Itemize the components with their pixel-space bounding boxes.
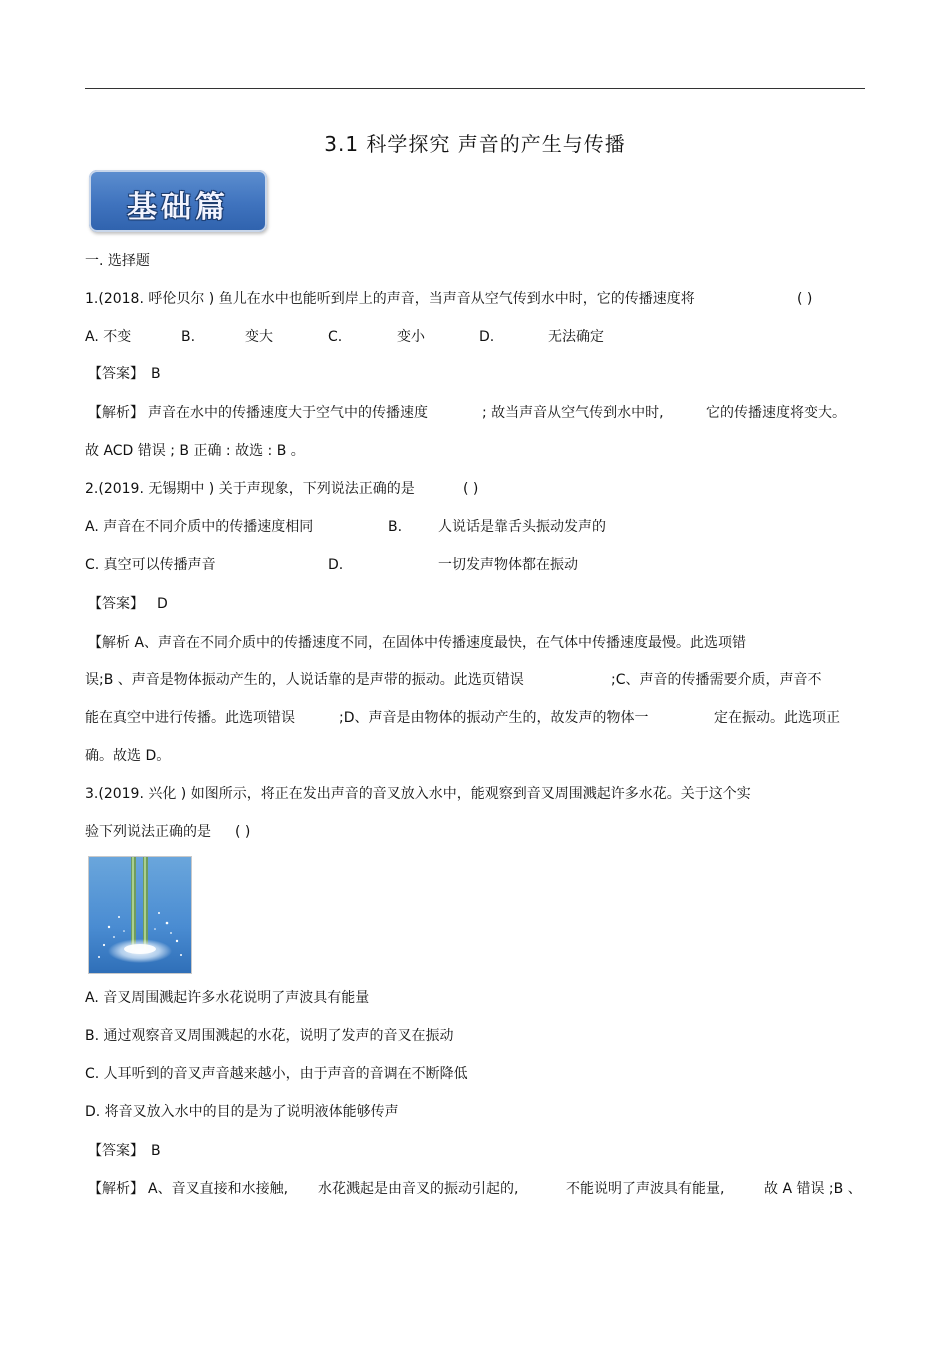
q2-option-a: A. 声音在不同介质中的传播速度相同 [85, 519, 314, 535]
q2-option-b: 人说话是靠舌头振动发声的 [438, 519, 606, 535]
q2-option-c: C. 真空可以传播声音 [85, 557, 216, 573]
q3-option-d: D. 将音叉放入水中的目的是为了说明液体能够传声 [85, 1104, 399, 1120]
q1-option-c: 变小 [397, 329, 425, 345]
q2-option-b-letter: B. [388, 519, 403, 535]
q3-analysis-1a: A、音叉直接和水接触, [148, 1181, 289, 1197]
q3-analysis-1c: 不能说明了声波具有能量, [566, 1181, 725, 1197]
q2-analysis-3a: 能在真空中进行传播。此选项错误 [85, 710, 295, 726]
q1-option-c-letter: C. [328, 329, 343, 345]
q1-analysis-1c: 它的传播速度将变大。 [706, 405, 846, 421]
q2-analysis-4: 确。故选 D。 [85, 748, 171, 764]
q2-option-d-letter: D. [328, 557, 344, 573]
q1-option-d-letter: D. [479, 329, 495, 345]
q2-paren: ( ) [463, 481, 479, 497]
q3-option-c: C. 人耳听到的音叉声音越来越小，由于声音的音调在不断降低 [85, 1066, 468, 1082]
q1-option-a: A. 不变 [85, 329, 132, 345]
q3-analysis-label: 【解析】 [88, 1181, 144, 1197]
q2-answer-label: 【答案】 [88, 596, 144, 612]
q3-stem-1: 3.(2019. 兴化 ) 如图所示，将正在发出声音的音叉放入水中，能观察到音叉周围溅起许多水花。关于这个实 [85, 786, 751, 802]
q1-analysis-1b: ; 故当声音从空气传到水中时, [482, 405, 664, 421]
section-badge [89, 170, 267, 232]
q1-analysis-label: 【解析】 [88, 405, 144, 421]
q2-stem: 2.(2019. 无锡期中 ) 关于声现象，下列说法正确的是 [85, 481, 415, 497]
q1-stem: 1.(2018. 呼伦贝尔 ) 鱼儿在水中也能听到岸上的声音，当声音从空气传到水中时，它的传播速度将 [85, 291, 695, 307]
q1-analysis-2: 故 ACD 错误 ; B 正确 : 故选 : B 。 [85, 443, 305, 459]
page-title: 3.1 科学探究 声音的产生与传播 [324, 132, 626, 156]
tuning-fork-illustration [89, 857, 191, 973]
q2-analysis-2b: ;C、声音的传播需要介质，声音不 [611, 672, 822, 688]
section-badge-label: 基础篇 [127, 190, 229, 225]
q2-analysis-2a: 误;B 、声音是物体振动产生的，人说话靠的是声带的振动。此选页错误 [85, 672, 524, 688]
q3-analysis-1b: 水花溅起是由音叉的振动引起的, [318, 1181, 519, 1197]
q2-answer: D [157, 596, 168, 612]
q1-answer-label: 【答案】 [88, 366, 144, 382]
q2-option-d: 一切发声物体都在振动 [438, 557, 578, 573]
section-heading: 一. 选择题 [85, 253, 150, 269]
header-rule [85, 88, 865, 89]
q1-option-b: 变大 [245, 329, 273, 345]
q3-analysis-1d: 故 A 错误 ;B 、 [764, 1181, 862, 1197]
q1-paren: ( ) [797, 291, 813, 307]
q1-option-b-letter: B. [181, 329, 196, 345]
q2-analysis-3c: 定在振动。此选项正 [714, 710, 840, 726]
q3-option-b: B. 通过观察音叉周围溅起的水花，说明了发声的音叉在振动 [85, 1028, 454, 1044]
tuning-fork-in-water-image [88, 856, 192, 974]
q3-answer-label: 【答案】 [88, 1143, 144, 1159]
q2-analysis-3b: ;D、声音是由物体的振动产生的，故发声的物体一 [339, 710, 649, 726]
q3-stem-2: 验下列说法正确的是 [85, 824, 211, 840]
q1-analysis-1a: 声音在水中的传播速度大于空气中的传播速度 [148, 405, 428, 421]
q3-option-a: A. 音叉周围溅起许多水花说明了声波具有能量 [85, 990, 370, 1006]
q2-analysis-1: 【解析 A、声音在不同介质中的传播速度不同，在固体中传播速度最快，在气体中传播速度最慢。此选项错 [88, 635, 747, 651]
q3-answer: B [151, 1143, 161, 1159]
q1-option-d: 无法确定 [548, 329, 604, 345]
q3-paren: ( ) [235, 824, 251, 840]
q1-answer: B [151, 366, 161, 382]
